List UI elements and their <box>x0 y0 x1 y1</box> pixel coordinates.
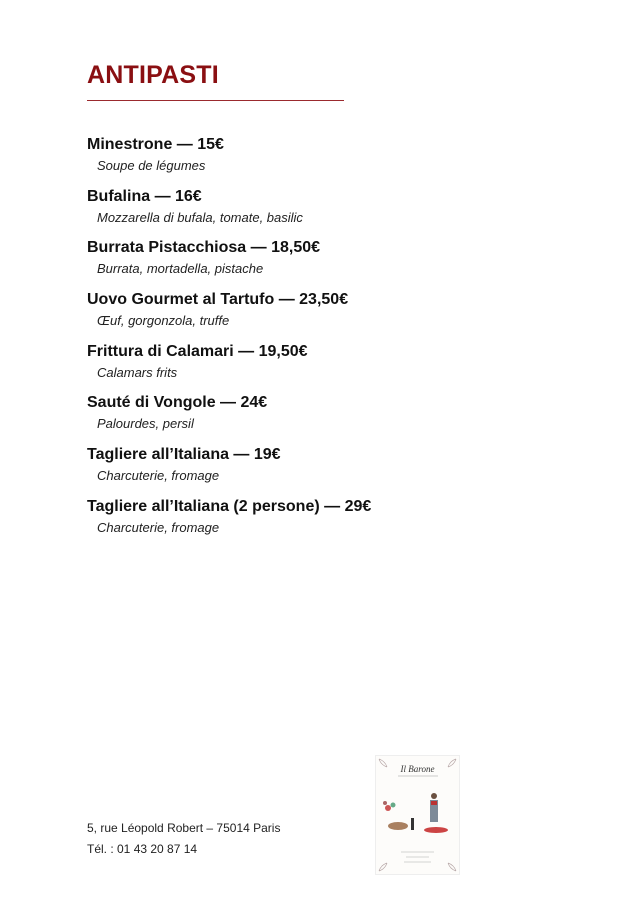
item-name: Minestrone — 15€ <box>87 136 224 153</box>
logo-illustration <box>376 756 459 874</box>
item-name: Sauté di Vongole — 24€ <box>87 394 268 412</box>
item-description: Palourdes, persil <box>97 416 194 432</box>
menu-list <box>87 135 371 549</box>
item-description: Œuf, gorgonzola, truffe <box>97 313 230 329</box>
menu-item <box>87 290 371 342</box>
item-name: Tagliere all’Italiana — 19€ <box>87 446 281 464</box>
menu-item <box>87 445 371 497</box>
item-description: Soupe de légumes <box>97 158 206 173</box>
item-name: Burrata Pistacchiosa — 18,50€ <box>87 239 321 257</box>
item-name: Tagliere all’Italiana (2 persone) — 29€ <box>87 497 372 515</box>
svg-text:Il Barone: Il Barone <box>400 764 435 774</box>
item-description: Charcuterie, fromage <box>97 468 220 484</box>
menu-item <box>87 342 371 394</box>
item-description: Burrata, mortadella, pistache <box>97 261 264 277</box>
section-title: ANTIPASTI <box>87 61 219 89</box>
item-description: Mozzarella di bufala, tomate, basilic <box>97 209 303 225</box>
item-description: Charcuterie, fromage <box>97 519 220 535</box>
item-description: Calamars frits <box>97 364 178 380</box>
restaurant-logo <box>375 755 460 875</box>
menu-item <box>87 393 371 445</box>
address: 5, rue Léopold Robert – 75014 Paris <box>87 821 281 835</box>
footer <box>87 818 280 860</box>
item-name: Uovo Gourmet al Tartufo — 23,50€ <box>87 291 349 309</box>
title-divider <box>87 100 344 101</box>
menu-item <box>87 135 371 187</box>
item-name: Frittura di Calamari — 19,50€ <box>87 342 308 360</box>
item-name: Bufalina — 16€ <box>87 187 202 205</box>
menu-item <box>87 497 371 549</box>
menu-item <box>87 187 371 239</box>
phone: Tél. : 01 43 20 87 14 <box>87 842 198 856</box>
menu-item <box>87 238 371 290</box>
